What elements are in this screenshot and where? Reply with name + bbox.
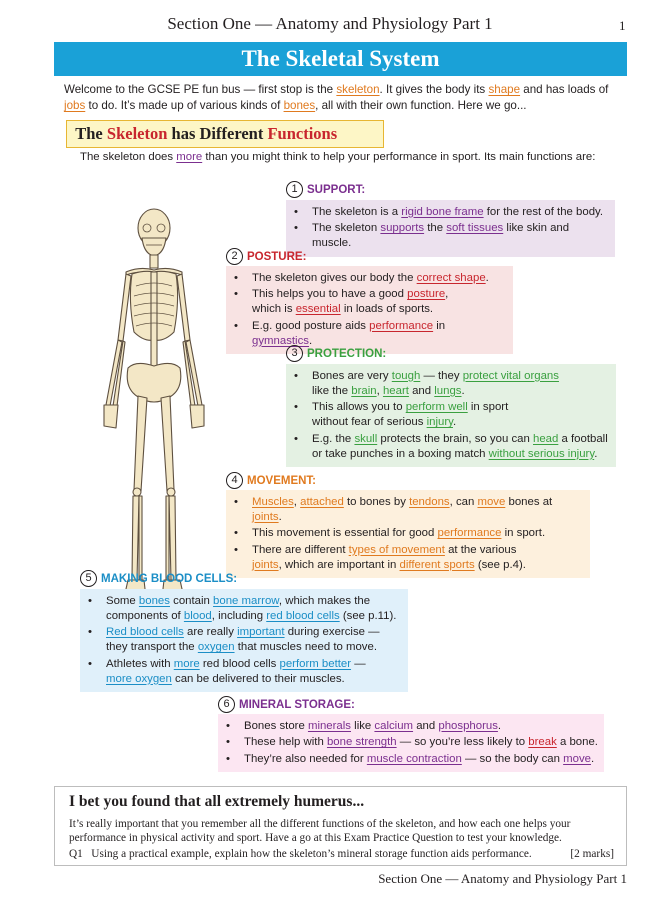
keyword: bones: [283, 99, 316, 112]
function-heading-support: 1 SUPPORT:: [286, 181, 365, 198]
intro-paragraph: Welcome to the GCSE PE fun bus — first stop is the skeleton. It gives the body its shape and has loads of jobs to do. It’s made up of various kinds of bones, all with their own function. Here we go...: [64, 83, 609, 112]
left-humerus: [118, 274, 131, 341]
mineral-box: [218, 714, 604, 772]
posture-box: [226, 266, 513, 354]
exam-box-text: It’s really important that you remember all the different functions of the skeleton, and how each one helps your performance in physical activity and sport. Have a go at this Exam Practice Question to test your knowledge.: [69, 818, 571, 844]
pelvis: [127, 363, 181, 402]
list-item: • Bones store minerals like calcium and phosphorus.: [226, 719, 598, 734]
exam-question: Q1 Using a practical example, explain how the skeleton’s mineral storage function aids performance. [2 marks]: [69, 848, 614, 860]
list-item: • Muscles, attached to bones by tendons, can move bones at joints.: [234, 495, 584, 525]
list-item: • E.g. the skull protects the brain, so you can head a football or take punches in a boxing match without serious injury.: [294, 432, 610, 462]
list-item: • The skeleton gives our body the correct shape.: [234, 271, 507, 286]
right-humerus: [177, 274, 190, 341]
list-item: • This helps you to have a good posture, which is essential in loads of sports.: [234, 287, 507, 317]
right-femur: [161, 396, 174, 491]
page-title: The Skeletal System: [241, 46, 440, 71]
jaw: [142, 238, 166, 256]
function-heading-movement: 4 MOVEMENT:: [226, 472, 316, 489]
keyword: jobs: [64, 99, 86, 112]
list-item: • Red blood cells are really important during exercise — they transport the oxygen that muscles need to move.: [88, 625, 402, 655]
list-item: • The skeleton supports the soft tissues like skin and muscle.: [294, 221, 609, 251]
function-heading-mineral: 6 MINERAL STORAGE:: [218, 696, 355, 713]
question-marks: [2 marks]: [570, 848, 614, 860]
keyword: skeleton: [336, 83, 380, 96]
function-heading-blood: 5 MAKING BLOOD CELLS:: [80, 570, 237, 587]
list-item: • This allows you to perform well in sport without fear of serious injury.: [294, 400, 610, 430]
exam-box-title: I bet you found that all extremely humerus...: [69, 793, 365, 810]
list-item: • Athletes with more red blood cells perform better — more oxygen can be delivered to their muscles.: [88, 657, 402, 687]
list-item: • This movement is essential for good performance in sport.: [234, 526, 584, 541]
list-item: • There are different types of movement at the various joints, which are important in different sports (see p.4).: [234, 543, 584, 573]
running-footer: Section One — Anatomy and Physiology Part 1: [378, 871, 627, 886]
protection-box: [286, 364, 616, 467]
exam-practice-box: [54, 786, 627, 866]
list-item: • These help with bone strength — so you’re less likely to break a bone.: [226, 735, 598, 750]
list-item: • They’re also needed for muscle contraction — so the body can move.: [226, 752, 598, 767]
function-heading-posture: 2 POSTURE:: [226, 248, 306, 265]
movement-box: [226, 490, 590, 578]
list-item: • E.g. good posture aids performance in gymnastics.: [234, 319, 507, 349]
list-item: • Bones are very tough — they protect vital organs like the brain, heart and lungs.: [294, 369, 610, 399]
function-heading-protection: 3 PROTECTION:: [286, 345, 386, 362]
subheading: The Skeleton has Different Functions: [66, 120, 384, 148]
list-item: • Some bones contain bone marrow, which makes the components of blood, including red blood cells (see p.11).: [88, 594, 402, 624]
left-femur: [134, 396, 147, 491]
keyword: more: [176, 151, 203, 163]
keyword: shape: [488, 83, 521, 96]
page-title-bar: [54, 42, 627, 76]
skeleton-illustration: [92, 200, 222, 605]
list-item: • The skeleton is a rigid bone frame for the rest of the body.: [294, 205, 609, 220]
subheading-intro: The skeleton does more than you might think to help your performance in sport. Its main functions are:: [80, 151, 596, 163]
page-number: 1: [619, 18, 626, 33]
blood-box: [80, 589, 408, 692]
running-header: Section One — Anatomy and Physiology Part 1: [167, 14, 493, 33]
support-box: [286, 200, 615, 257]
